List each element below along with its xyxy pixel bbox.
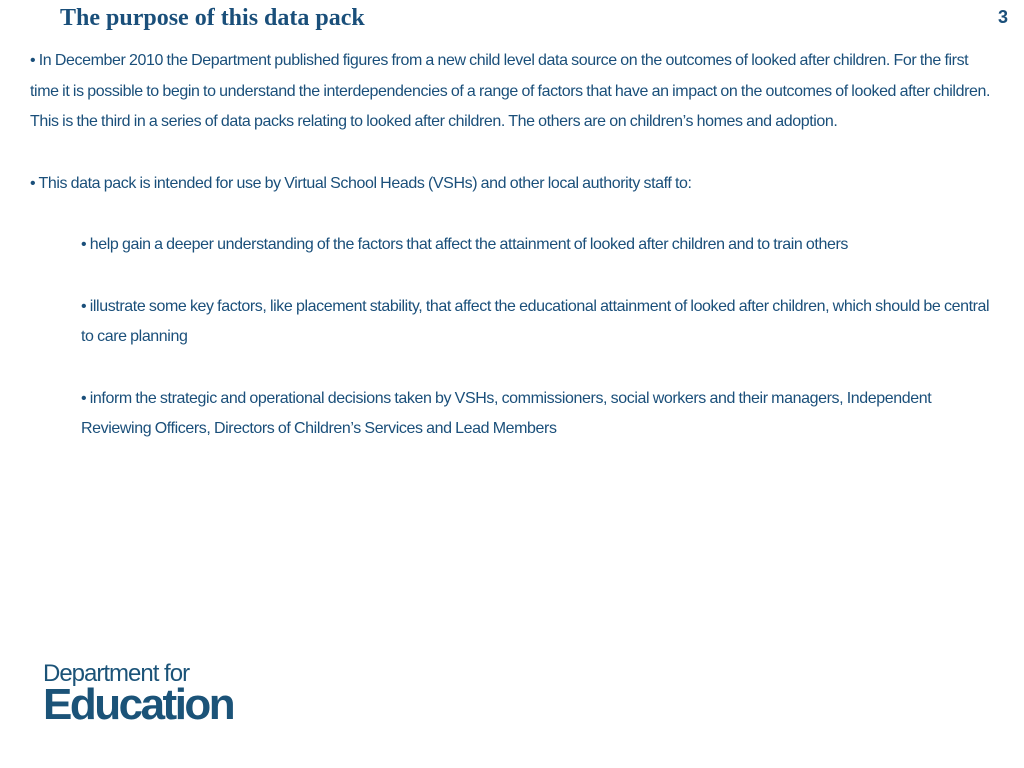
- spacer: [30, 138, 992, 169]
- spacer: [30, 200, 992, 231]
- intro-paragraph: • In December 2010 the Department published figures from a new child level data source on the outcomes of looked after children. For the first time it is possible to begin to understand the interdependencies of a range of factors that have an impact on the outcomes of looked after children. This is the third in a series of data packs relating to looked after children. The others are on children’s homes and adoption.: [30, 52, 991, 131]
- slide-body: [30, 46, 992, 445]
- sub-bullet-understanding: • help gain a deeper understanding of the factors that affect the attainment of looked after children and to train others: [81, 236, 848, 254]
- purpose-paragraph: • This data pack is intended for use by Virtual School Heads (VSHs) and other local authority staff to:: [30, 174, 692, 192]
- logo-line-education: Education: [43, 680, 234, 729]
- slide-title: The purpose of this data pack: [60, 5, 365, 31]
- sub-bullet-key-factors: • illustrate some key factors, like placement stability, that affect the educational attainment of looked after children, which should be central to care planning: [81, 297, 990, 346]
- sub-bullet-decisions: • inform the strategic and operational decisions taken by VSHs, commissioners, social workers and their managers, Independent Reviewing Officers, Directors of Children’s Services and Lead Members: [81, 389, 932, 438]
- department-for-education-logo: [43, 662, 233, 727]
- spacer: [30, 353, 992, 384]
- spacer: [30, 261, 992, 292]
- logo-line-department-for: Department for: [43, 660, 190, 687]
- page-number: 3: [997, 7, 1008, 27]
